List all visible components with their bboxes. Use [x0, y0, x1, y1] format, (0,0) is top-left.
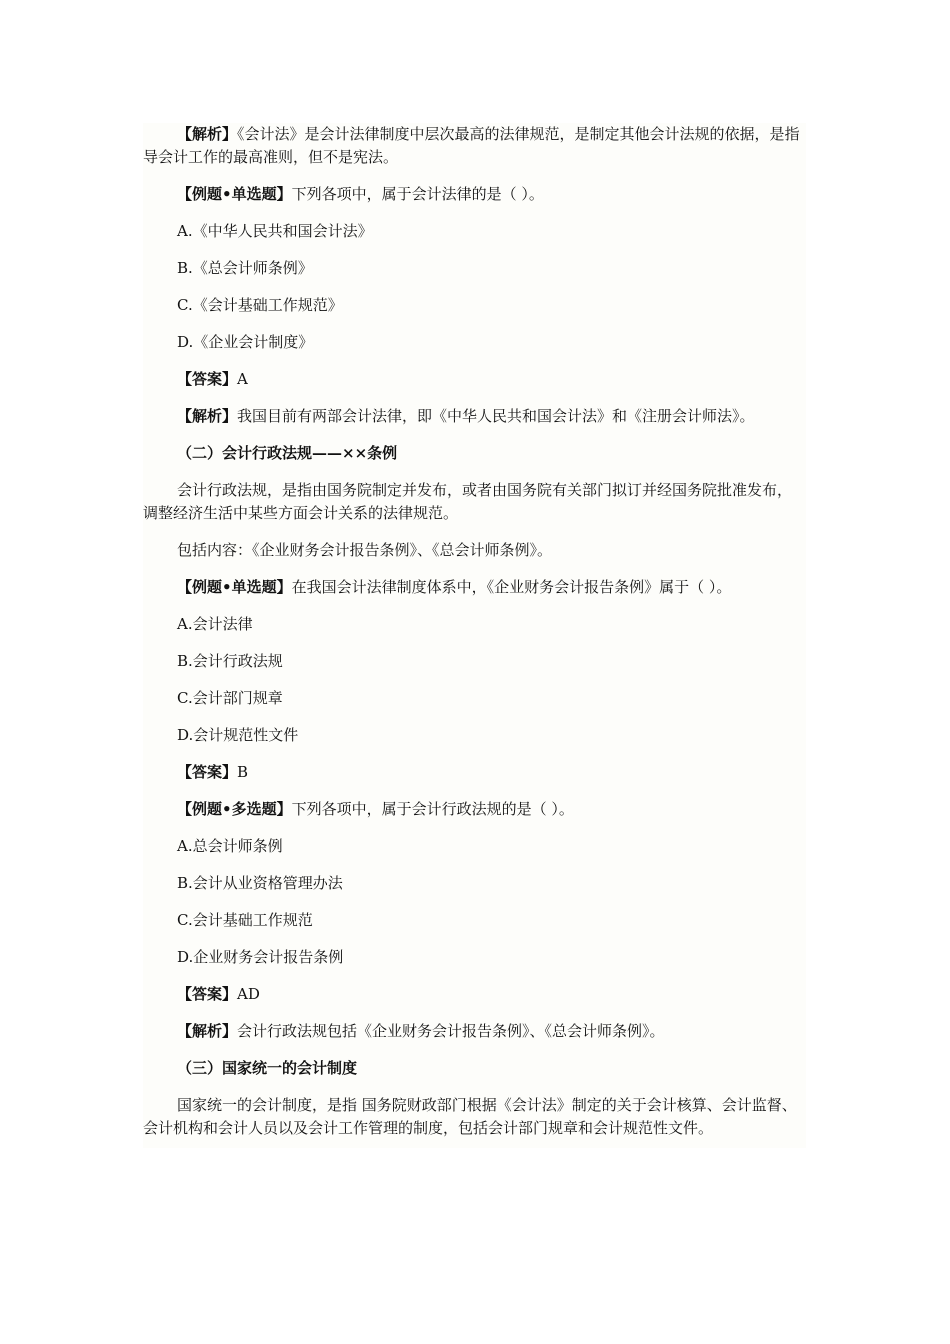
section-heading-2: （二）会计行政法规——××条例: [177, 444, 398, 462]
label-example-single: 【例题•单选题】: [177, 185, 292, 203]
analysis-paragraph: [143, 405, 806, 428]
question-text: 下列各项中，属于会计行政法规的是（ ）。: [291, 800, 574, 818]
option-a: A.会计法律: [177, 615, 253, 633]
analysis-paragraph: [143, 123, 806, 169]
label-analysis: 【解析】: [177, 1022, 238, 1040]
option-a: A.总会计师条例: [177, 837, 283, 855]
document-body: [143, 123, 806, 1148]
answer-value: B: [237, 763, 249, 781]
option-c: C.会计部门规章: [177, 689, 283, 707]
label-answer: 【答案】: [177, 985, 238, 1003]
option-d: D.企业财务会计报告条例: [177, 948, 344, 966]
option-d: D.会计规范性文件: [177, 726, 299, 744]
example-question-2: [143, 576, 806, 599]
option-b: B.会计从业资格管理办法: [177, 874, 343, 892]
answer-line: [143, 983, 806, 1006]
answer-line: [143, 761, 806, 784]
option-b: B.《总会计师条例》: [177, 259, 313, 277]
example-question-3: [143, 798, 806, 821]
option-c: C.会计基础工作规范: [177, 911, 313, 929]
answer-value: AD: [237, 985, 260, 1003]
section-heading-3: （三）国家统一的会计制度: [177, 1059, 358, 1077]
analysis-paragraph: [143, 1020, 806, 1043]
answer-value: A: [237, 370, 248, 388]
option-c: C.《会计基础工作规范》: [177, 296, 343, 314]
analysis-text: 《会计法》是会计法律制度中层次最高的法律规范，是制定其他会计法规的依据，是指导会计工作的最高准则，但不是宪法。: [143, 125, 800, 166]
definition-paragraph: 会计行政法规，是指由国务院制定并发布，或者由国务院有关部门拟订并经国务院批准发布，调整经济生活中某些方面会计关系的法律规范。: [143, 481, 793, 522]
label-analysis: 【解析】: [177, 125, 238, 143]
option-a: A.《中华人民共和国会计法》: [177, 222, 373, 240]
option-d: D.《企业会计制度》: [177, 333, 314, 351]
definition-paragraph: 国家统一的会计制度，是指 国务院财政部门根据《会计法》制定的关于会计核算、会计监督、会计机构和会计人员以及会计工作管理的制度，包括会计部门规章和会计规范性文件。: [143, 1096, 797, 1137]
option-b: B.会计行政法规: [177, 652, 283, 670]
example-question-1: [143, 183, 806, 206]
analysis-text: 会计行政法规包括《企业财务会计报告条例》、《总会计师条例》。: [237, 1022, 665, 1040]
label-example-single: 【例题•单选题】: [177, 578, 292, 596]
label-example-multi: 【例题•多选题】: [177, 800, 292, 818]
question-text: 在我国会计法律制度体系中，《企业财务会计报告条例》属于（ ）。: [291, 578, 732, 596]
label-answer: 【答案】: [177, 370, 238, 388]
label-analysis: 【解析】: [177, 407, 238, 425]
contents-line: 包括内容：《企业财务会计报告条例》、《总会计师条例》。: [177, 541, 553, 559]
answer-line: [143, 368, 806, 391]
question-text: 下列各项中，属于会计法律的是（ ）。: [291, 185, 544, 203]
label-answer: 【答案】: [177, 763, 238, 781]
analysis-text: 我国目前有两部会计法律，即《中华人民共和国会计法》和《注册会计师法》。: [237, 407, 755, 425]
